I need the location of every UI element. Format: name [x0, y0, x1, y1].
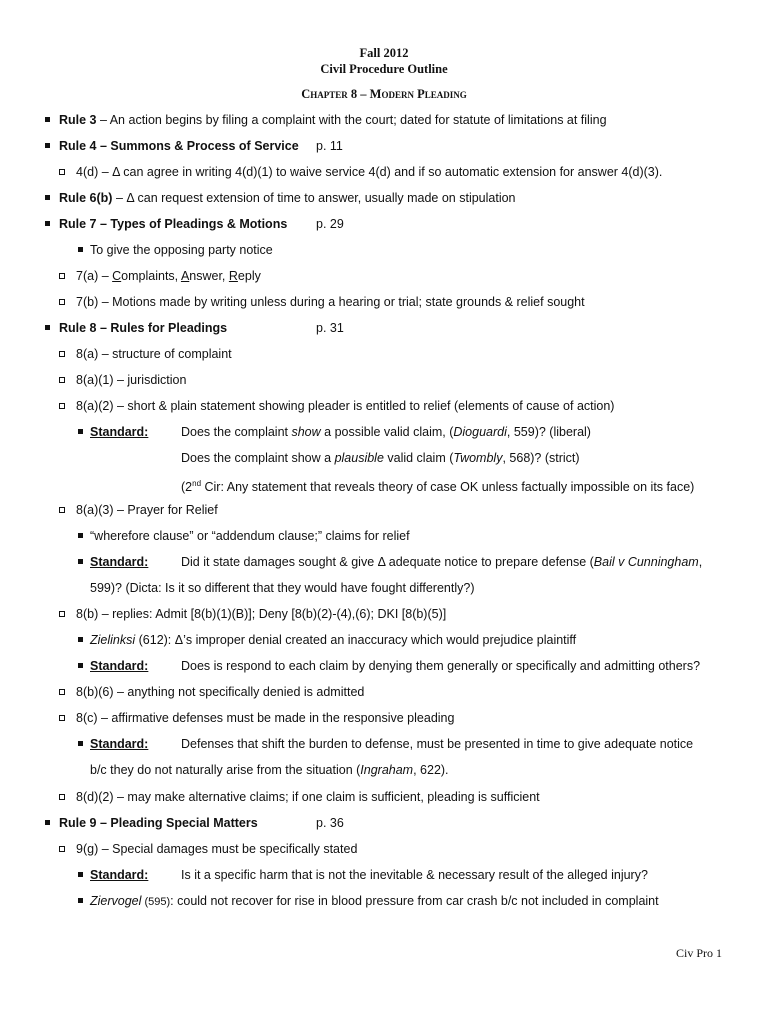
bullet: [45, 325, 50, 330]
bullet: [78, 741, 83, 746]
word-rest: eply: [237, 269, 261, 283]
sub-bullet: [59, 403, 65, 409]
sub-bullet: [59, 689, 65, 695]
sub-bullet: [59, 715, 65, 721]
standard-text-cont: 599)? (Dicta: Is it so different that they would have fought differently?): [90, 581, 475, 595]
rule-8a3-item: 8(a)(3) – Prayer for Relief: [76, 503, 218, 517]
text-part: Cir: Any statement that reveals theory of case OK unless factually impossible on its face): [201, 480, 695, 495]
case-name: Twombly: [453, 451, 503, 465]
standard-label: [90, 424, 148, 440]
standard-label: [90, 736, 148, 752]
text-part: , 559)? (liberal): [506, 425, 591, 439]
text-part: : could not recover for rise in blood pressure from car crash b/c not included in complaint: [170, 894, 659, 908]
sub-bullet: [59, 846, 65, 852]
sub-bullet: [59, 299, 65, 305]
emphasis: plausible: [334, 451, 384, 465]
standard-text-cont: [90, 762, 449, 778]
sub-bullet: [59, 507, 65, 513]
rule-8d2-item: 8(d)(2) – may make alternative claims; if one claim is sufficient, pleading is sufficient: [76, 790, 540, 804]
word-rest: nswer,: [189, 269, 229, 283]
standard-text: [181, 450, 580, 466]
bullet: [78, 872, 83, 877]
rule-8b-item: 8(b) – replies: Admit [8(b)(1)(B)]; Deny [8(b)(2)-(4),(6); DKI [8(b)(5)]: [76, 607, 447, 621]
rule-8-item: [59, 320, 227, 336]
outline-term: Fall 2012: [359, 46, 409, 60]
case-name: Ziervogel: [90, 894, 142, 908]
bullet: [78, 533, 83, 538]
text-part: Does the complaint show a: [181, 451, 335, 465]
bullet: [45, 820, 50, 825]
standard-text: [181, 424, 591, 440]
standard-text: Defenses that shift the burden to defense, must be presented in time to give adequate notice: [181, 737, 694, 751]
standard-label: [90, 867, 148, 883]
page-ref: p. 36: [316, 816, 344, 830]
text-part: valid claim (: [383, 451, 454, 465]
text-part: a possible valid claim, (: [320, 425, 454, 439]
case-name: Bail v Cunningham: [593, 555, 699, 569]
standard-text: Is it a specific harm that is not the inevitable & necessary result of the alleged injury?: [181, 868, 648, 882]
sub-bullet: [59, 351, 65, 357]
rule-8a2-item: 8(a)(2) – short & plain statement showing pleader is entitled to relief (elements of cause of action): [76, 399, 615, 413]
rule-8c-item: 8(c) – affirmative defenses must be made in the responsive pleading: [76, 711, 455, 725]
standard-label-text: Standard:: [90, 555, 149, 569]
rule-text: – Δ can request extension of time to answer, usually made on stipulation: [112, 191, 516, 205]
rule-label: Rule 3: [59, 113, 97, 127]
standard-text: [181, 554, 702, 570]
text-part: Did it state damages sought & give Δ adequate notice to prepare defense (: [181, 555, 594, 569]
text-part: b/c they do not naturally arise from the situation (: [90, 763, 361, 777]
word-rest: omplaints,: [121, 269, 181, 283]
page-ref: p. 11: [316, 139, 343, 153]
emphasis: show: [291, 425, 321, 439]
sub-bullet: [59, 377, 65, 383]
bullet: [78, 559, 83, 564]
bullet: [45, 143, 50, 148]
standard-label-text: Standard:: [90, 737, 149, 751]
rule-8a1-item: 8(a)(1) – jurisdiction: [76, 373, 187, 387]
rule-3-item: [59, 112, 607, 128]
rule-6b-item: [59, 190, 516, 206]
sub-bullet: [59, 794, 65, 800]
outline-title: Civil Procedure Outline: [320, 62, 448, 76]
rule-7a-prefix: 7(a) –: [76, 269, 113, 283]
rule-4-item: [59, 138, 299, 154]
case-name: Zielinksi: [90, 633, 136, 647]
bullet: [45, 195, 50, 200]
standard-text: Does is respond to each claim by denying them generally or specifically and admitting others?: [181, 659, 701, 673]
rule-7-item: [59, 216, 287, 232]
bullet: [45, 117, 50, 122]
case-name: Dioguardi: [453, 425, 507, 439]
rule-label: Rule 7 – Types of Pleadings & Motions: [59, 217, 288, 231]
bullet: [78, 637, 83, 642]
wherefore-item: “wherefore clause” or “addendum clause;” claims for relief: [90, 529, 410, 543]
page-ref: p. 29: [316, 217, 344, 231]
rule-9g-item: 9(g) – Special damages must be specifically stated: [76, 842, 358, 856]
rule-label: Rule 6(b): [59, 191, 113, 205]
rule-label: Rule 9 – Pleading Special Matters: [59, 816, 258, 830]
rule-8a-item: 8(a) – structure of complaint: [76, 347, 232, 361]
rule-text: – An action begins by filing a complaint with the court; dated for statute of limitations at filing: [96, 113, 607, 127]
ziervogel-item: [90, 893, 659, 910]
superscript: nd: [192, 479, 202, 488]
standard-label-text: Standard:: [90, 868, 149, 882]
rule-7a-item: [76, 268, 261, 284]
letter-r: R: [228, 269, 238, 283]
zielinski-item: [90, 632, 576, 648]
text-part: (612): Δ’s improper denial created an inaccuracy which would prejudice plaintiff: [135, 633, 577, 647]
bullet: [78, 429, 83, 434]
rule-4d-item: 4(d) – Δ can agree in writing 4(d)(1) to waive service 4(d) and if so automatic extension for answer 4(d)(3).: [76, 165, 663, 179]
case-name: Ingraham: [360, 763, 414, 777]
sub-bullet: [59, 169, 65, 175]
text-part: , 622).: [413, 763, 449, 777]
sub-bullet: [59, 611, 65, 617]
text-part: , 568)? (strict): [502, 451, 580, 465]
rule-7-notice: To give the opposing party notice: [90, 243, 273, 257]
rule-label: Rule 8 – Rules for Pleadings: [59, 321, 228, 335]
bullet: [78, 247, 83, 252]
bullet: [78, 898, 83, 903]
letter-a: A: [180, 269, 190, 283]
standard-label-text: Standard:: [90, 659, 149, 673]
page-cite: (595): [141, 896, 171, 908]
letter-c: C: [112, 269, 122, 283]
text-part: Does the complaint: [181, 425, 292, 439]
rule-7b-item: 7(b) – Motions made by writing unless during a hearing or trial; state grounds & relief sought: [76, 295, 585, 309]
standard-label-text: Standard:: [90, 425, 149, 439]
bullet: [78, 663, 83, 668]
rule-9-item: [59, 815, 258, 831]
standard-label: [90, 554, 148, 570]
sub-bullet: [59, 273, 65, 279]
page-footer: Civ Pro 1: [675, 946, 722, 960]
rule-8b6-item: 8(b)(6) – anything not specifically denied is admitted: [76, 685, 365, 699]
standard-label: [90, 658, 148, 674]
chapter-heading: Chapter 8 – Modern Pleading: [301, 87, 467, 101]
standard-text: [181, 476, 694, 495]
bullet: [45, 221, 50, 226]
rule-label: Rule 4 – Summons & Process of Service: [59, 139, 299, 153]
text-part: (2: [181, 480, 193, 495]
text-part: ,: [698, 555, 703, 569]
page-ref: p. 31: [316, 321, 344, 335]
